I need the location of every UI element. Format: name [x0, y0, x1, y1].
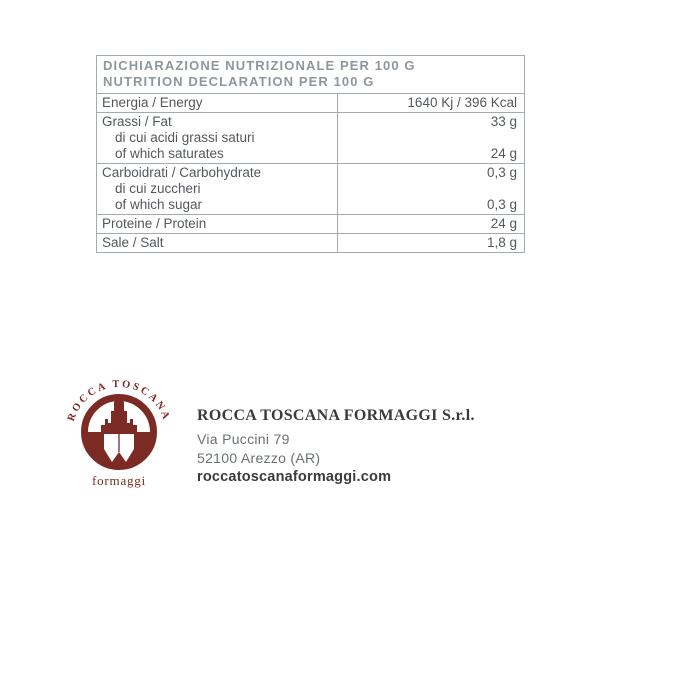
- row-sublabel: di cui acidi grassi saturi: [115, 130, 255, 145]
- table-row-salt: [97, 234, 524, 252]
- row-sublabel: of which saturates: [115, 146, 224, 161]
- row-value: 1640 Kj / 396 Kcal: [407, 95, 517, 110]
- row-label: Energia / Energy: [102, 95, 203, 110]
- row-sublabel: of which sugar: [115, 197, 203, 212]
- row-value: 33 g: [490, 114, 517, 129]
- table-row-carbohydrate: [97, 164, 524, 215]
- row-value: 24 g: [490, 216, 517, 231]
- row-label: Grassi / Fat: [102, 114, 172, 129]
- company-info-block: [197, 406, 517, 487]
- header-line-italian: DICHIARAZIONE NUTRIZIONALE PER 100 G: [103, 58, 416, 73]
- row-value: 24 g: [490, 146, 517, 161]
- fat-value-cell: [337, 113, 524, 163]
- energy-value-cell: [337, 94, 524, 112]
- company-website: roccatoscanaformaggi.com: [197, 469, 392, 485]
- company-name: ROCCA TOSCANA FORMAGGI S.r.l.: [197, 407, 475, 424]
- salt-value-cell: [337, 234, 524, 252]
- row-value: [338, 181, 517, 197]
- row-value: 0,3 g: [486, 197, 517, 212]
- row-value: 1,8 g: [486, 235, 517, 250]
- nutrition-table: [96, 55, 525, 253]
- carbohydrate-label-cell: [97, 164, 337, 214]
- carbohydrate-value-cell: [337, 164, 524, 214]
- table-row-fat: [97, 113, 524, 164]
- fat-label-cell: [97, 113, 337, 163]
- address-city: 52100 Arezzo (AR): [197, 449, 321, 466]
- header-line-english: NUTRITION DECLARATION PER 100 G: [103, 74, 375, 89]
- logo-arc-text: ROCCA TOSCANA: [65, 378, 173, 423]
- table-row-protein: [97, 215, 524, 234]
- row-value: 0,3 g: [486, 165, 517, 180]
- address-street: Via Puccini 79: [197, 431, 290, 447]
- logo-formaggi-label: formaggi: [91, 473, 147, 488]
- row-value: [338, 130, 517, 146]
- row-label: Sale / Salt: [102, 235, 164, 250]
- energy-label-cell: [97, 94, 337, 112]
- row-label: Proteine / Protein: [102, 216, 207, 231]
- nutrition-table-header: [97, 56, 524, 94]
- row-sublabel: di cui zuccheri: [115, 181, 201, 196]
- table-row-energy: [97, 94, 524, 113]
- brand-logo: [58, 378, 180, 496]
- row-label: Carboidrati / Carbohydrate: [102, 165, 262, 180]
- protein-value-cell: [337, 215, 524, 233]
- protein-label-cell: [97, 215, 337, 233]
- salt-label-cell: [97, 234, 337, 252]
